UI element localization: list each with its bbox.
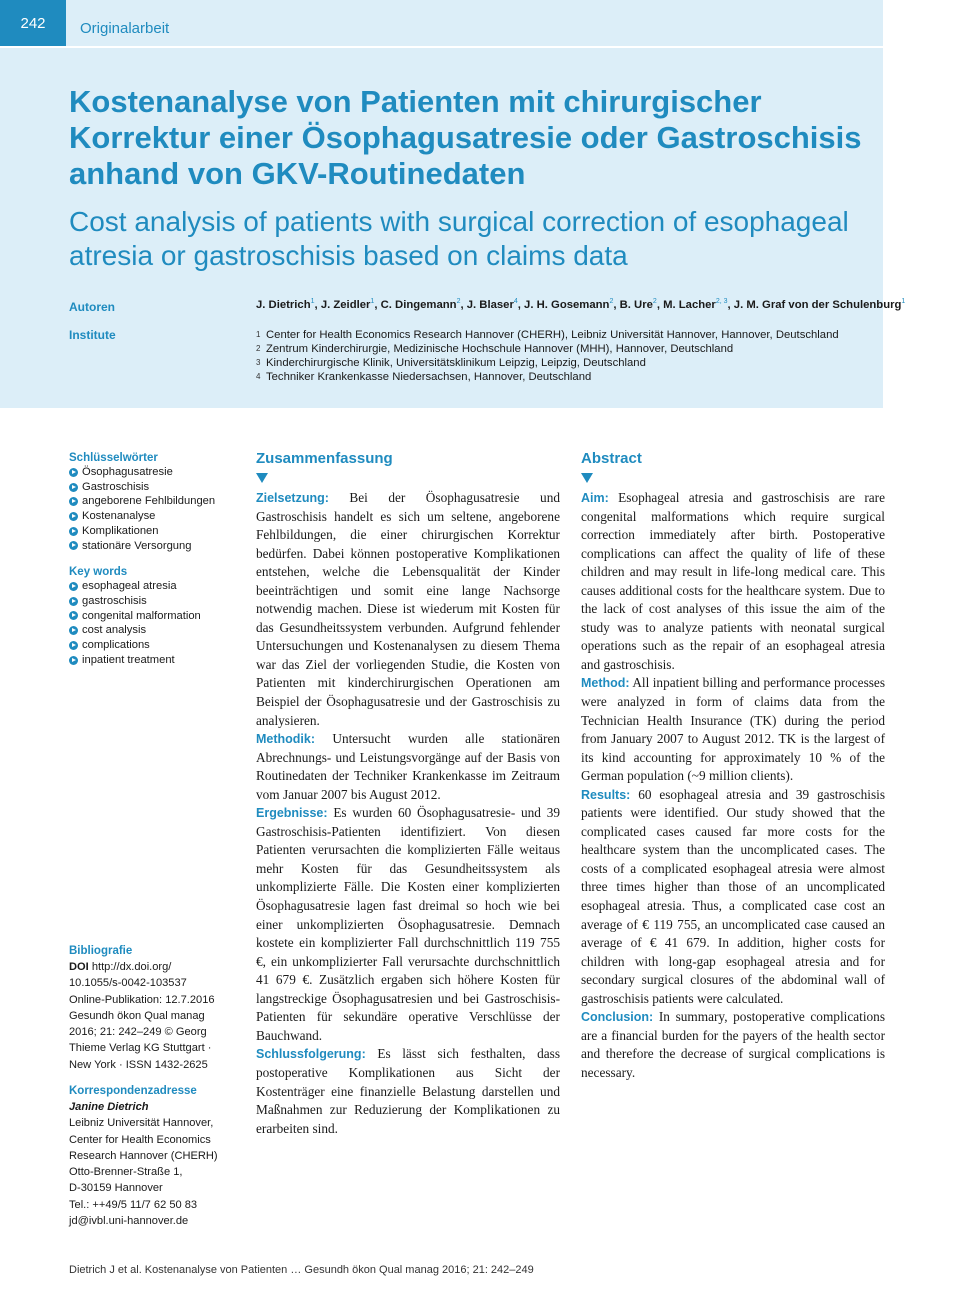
author-name: J. M. Graf von der Schulenburg [733, 298, 902, 311]
keyword-text: cost analysis [82, 624, 147, 637]
zusammenfassung-body [256, 489, 560, 1138]
abstract-paragraph [256, 1045, 560, 1138]
paragraph-label: Zielsetzung: [256, 491, 329, 505]
correspondence-line: Tel.: ++49/5 11/7 62 50 83 [69, 1198, 198, 1211]
author-affiliation: 2 [652, 298, 657, 305]
correspondence-name: Janine Dietrich [69, 1101, 149, 1113]
author-affiliation: 1 [310, 298, 315, 305]
correspondence-line: D-30159 Hannover [69, 1182, 163, 1195]
author-name: M. Lacher [663, 298, 716, 311]
page-footer: Dietrich J et al. Kostenanalyse von Patienten … Gesundh ökon Qual manag 2016; 21: 242–249 [69, 1264, 534, 1276]
abstract-heading: Abstract [581, 450, 642, 467]
doi-line-text: http://dx.doi.org/ [91, 961, 172, 973]
bibliography-line: Online-Publikation: 12.7.2016 [69, 993, 215, 1006]
correspondence-line: Leibniz Universität Hannover, [69, 1117, 214, 1130]
institutes-label: Institute [69, 328, 116, 342]
triangle-down-icon [581, 473, 593, 483]
keyword-text: inpatient treatment [82, 653, 175, 666]
keyword-text: angeborene Fehlbildungen [82, 495, 216, 508]
abstract-body [581, 489, 885, 1083]
paragraph-text: Esophageal atresia and gastroschisis are rare congenital malformations which require surgical correction immediately after birth. Postoperative complications can affect the quality of life of these children and may result in life-long medical care. This causes additional costs for the healthcare system. Due to the lack of cost analyses of this issue the aim of the study was to analyze patients with neonatal surgical operations such as the repair of an esophageal atresia and gastroschisis. [581, 490, 886, 672]
arrow-right-circle-icon [69, 582, 78, 591]
author-affiliation: 1 [370, 298, 375, 305]
doi-label: DOI [69, 961, 89, 973]
arrow-right-circle-icon [69, 597, 78, 606]
author-name: C. Dingemann [380, 298, 457, 311]
paragraph-label: Conclusion: [581, 1010, 654, 1025]
abstract-paragraph [256, 489, 560, 730]
bibliography-line: 10.1055/s-0042-103537 [69, 977, 187, 990]
keyword-text: esophageal atresia [82, 580, 177, 593]
keyword-text: gastroschisis [82, 594, 147, 607]
paragraph-label: Results: [581, 787, 631, 802]
arrow-right-circle-icon [69, 512, 78, 521]
correspondence-line: jd@ivbl.uni-hannover.de [69, 1215, 189, 1228]
author-name: J. Zeidler [320, 298, 371, 311]
triangle-down-icon [256, 473, 268, 483]
author-name: J. Dietrich [256, 298, 311, 311]
keyword-text: Kostenanalyse [82, 510, 156, 523]
paragraph-text: Bei der Ösophagusatresie und Gastroschisis handelt es sich um seltene, angeborene Fehlbildungen, die einer chirurgischen Korrektur bedürfen. Dabei können postoperative Komplikationen entstehen, welche die Lebensqualität der Kinder beeinträchtigen und somit eine lange Nachsorge notwendig machen. Diese ist wiederum mit Kosten für das Gesundheitssystem verbunden. Aufgrund fehlender Untersuchungen und Kostenanalysen zu diesem Thema war das Ziel der vorliegenden Studie, die Kosten von Patienten mit kinderchirurgischen Operationen am Beispiel der Ösophagusatresie und der Gastroschisis zu analysieren. [256, 490, 561, 728]
keywords-de-heading: Schlüsselwörter [69, 452, 158, 464]
title-german: Kostenanalyse von Patienten mit chirurgischer Korrektur einer Ösophagusatresie oder Gastroschisis anhand von GKV-Routinedaten [69, 84, 862, 191]
paragraph-label: Method: [581, 676, 630, 691]
institute-item [256, 356, 876, 370]
paragraph-text: All inpatient billing and performance processes were analyzed in form of claims data from the Technician Health Insurance (TK) during the period from January 2007 to August 2012. TK is the largest of its kind accounting for approximately 10 % of the German population (~9 million clients). [581, 675, 886, 784]
paragraph-label: Methodik: [256, 732, 316, 747]
keyword-item [69, 623, 234, 638]
arrow-right-circle-icon [69, 656, 78, 665]
author-affiliation: 1 [901, 298, 906, 305]
zusammenfassung-heading: Zusammenfassung [256, 450, 393, 467]
arrow-right-circle-icon [69, 541, 78, 550]
section-label: Originalarbeit [80, 20, 170, 37]
correspondence-heading: Korrespondenzadresse [69, 1085, 197, 1097]
keyword-text: Ösophagusatresie [82, 466, 173, 478]
correspondence-line: Otto-Brenner-Straße 1, [69, 1166, 183, 1179]
paragraph-label: Ergebnisse: [256, 806, 328, 821]
keyword-item [69, 494, 234, 509]
institute-text: Zentrum Kinderchirurgie, Medizinische Hochschule Hannover (MHH), Hannover, Deutschland [266, 343, 734, 355]
doi-line [69, 959, 239, 975]
institute-item [256, 342, 876, 356]
abstract-paragraph [256, 730, 560, 804]
arrow-right-circle-icon [69, 497, 78, 506]
institute-text: Kinderchirurgische Klinik, Universitätsklinikum Leipzig, Leipzig, Deutschland [266, 357, 646, 369]
bibliography-line: New York · ISSN 1432-2625 [69, 1058, 208, 1071]
abstract-paragraph [581, 1008, 885, 1082]
arrow-right-circle-icon [69, 527, 78, 536]
institute-number: 4 [256, 372, 261, 381]
keyword-text: Gastroschisis [82, 480, 150, 493]
paragraph-text: In summary, postoperative complications are a financial burden for the payers of the health sector and therefore the decrease of surgical complications is necessary. [581, 1009, 885, 1080]
abstract-column [581, 449, 885, 1083]
keyword-text: Komplikationen [82, 524, 159, 537]
correspondence-line: Research Hannover (CHERH) [69, 1149, 218, 1162]
keyword-item [69, 509, 234, 524]
keyword-item [69, 594, 234, 609]
correspondence-lines [69, 1115, 239, 1229]
paragraph-text: Es wurden 60 Ösophagusatresie- und 39 Gastroschisis-Patienten identifiziert. Von diesen Patienten verursachten die komplizierten Fälle weitaus mehr Kosten für das Gesundheitssystem als unkomplizierte Fälle. Die Kosten einer komplizierten Ösophagusatresie lagen fast dreimal so hoch wie bei einer unkomplizierten Ösophagusatresie. Demnach kostete ein komplizierter Fall durchschnittlich 119 755 €, ein unkomplizierter Fall verursachte durchschnittlich 41 679 €. Zusätzlich ergaben sich höhere Kosten für langstreckige Ösophagusatresien und bei Gastroschisis-Patienten für sekundäre operative Verschlüsse der Bauchwand. [256, 805, 560, 1043]
author-name: B. Ure [619, 298, 653, 311]
keyword-item [69, 480, 234, 495]
author-affiliation: 4 [513, 298, 518, 305]
keyword-text: complications [82, 639, 150, 652]
abstract-paragraph [256, 804, 560, 1045]
author-affiliation: 2 [456, 298, 461, 305]
author-name: J. H. Gosemann [524, 298, 610, 311]
keyword-item [69, 638, 234, 653]
keyword-text: congenital malformation [82, 609, 201, 622]
institute-number: 2 [256, 344, 261, 353]
keyword-item [69, 524, 234, 539]
arrow-right-circle-icon [69, 626, 78, 635]
header-divider [0, 46, 883, 48]
correspondence-block [69, 1083, 239, 1229]
author-name: J. Blaser [466, 298, 514, 311]
author-list: J. Dietrich$^1$, J. Zeidler$^1$, C. Dingemann$^2$, J. Blaser$^4$, J. H. Gosemann$^2$, B. Ure$^2$, M. Lacher$^{2, 3}$, J. M. Graf von der Schulenburg$^1$ [256, 298, 906, 311]
keyword-item [69, 539, 234, 554]
paragraph-label: Aim: [581, 491, 609, 505]
page-number: 242 [0, 0, 66, 46]
institute-text: Center for Health Economics Research Hannover (CHERH), Leibniz Universität Hannover, Hannover, Deutschland [266, 329, 839, 341]
bibliography-line: Gesundh ökon Qual manag [69, 1009, 205, 1022]
author-affiliation: 2 [609, 298, 614, 305]
bibliography-line: 2016; 21: 242–249 © Georg [69, 1026, 207, 1039]
institute-item [256, 370, 876, 384]
paragraph-label: Schlussfolgerung: [256, 1047, 366, 1062]
paragraph-text: Es lässt sich festhalten, dass postoperative Komplikationen aus Sicht der Kostenträger eine finanzielle Belastung darstellen und Maßnahmen zur Reduzierung der Komplikationen zu erarbeiten sind. [256, 1046, 560, 1136]
paragraph-text: Untersucht wurden alle stationären Abrechnungs- und Leistungsvorgänge auf der Basis von Routinedaten der Techniker Krankenkasse im Zeitraum vom Januar 2007 bis August 2012. [256, 731, 560, 802]
arrow-right-circle-icon [69, 641, 78, 650]
correspondence-line: Center for Health Economics [69, 1133, 211, 1146]
author-affiliation: 2, 3 [715, 298, 728, 305]
keywords-sidebar [69, 451, 234, 679]
keywords-en-list [69, 579, 234, 667]
keywords-en-heading: Key words [69, 566, 128, 579]
keyword-item [69, 579, 234, 594]
institute-text: Techniker Krankenkasse Niedersachsen, Hannover, Deutschland [266, 371, 592, 383]
bibliography-line: Thieme Verlag KG Stuttgart · [69, 1042, 212, 1055]
zusammenfassung-column [256, 449, 560, 1138]
arrow-right-circle-icon [69, 468, 78, 477]
institute-number: 1 [256, 330, 261, 339]
keywords-de-list [69, 465, 234, 553]
paragraph-text: 60 esophageal atresia and 39 gastroschisis patients were identified. Our study showed that the complicated cases caused far more costs for the healthcare system than the uncomplicated cases. The costs of a complicated esophageal atresia were almost three times higher than those of an uncomplicated esophageal atresia. Thus, a complicated case cost an average of € 119 755, an uncomplicated case caused an average of € 41 679. In addition, higher costs for children with long-gap esophageal atresia and for secondary surgical closures of the abdominal wall of gastroschisis patients were calculated. [581, 786, 885, 1006]
bibliography-block [69, 943, 239, 1073]
abstract-paragraph [581, 786, 885, 1009]
keyword-text: stationäre Versorgung [82, 539, 192, 552]
bibliography-heading: Bibliografie [69, 945, 133, 957]
keyword-item [69, 465, 234, 480]
arrow-right-circle-icon [69, 483, 78, 492]
institute-item [256, 328, 876, 342]
abstract-paragraph [581, 674, 885, 785]
arrow-right-circle-icon [69, 611, 78, 620]
bibliography-lines [69, 975, 239, 1073]
title-english: Cost analysis of patients with surgical correction of esophageal atresia or gastroschisis based on claims data [69, 206, 849, 271]
keyword-item [69, 609, 234, 624]
institute-number: 3 [256, 358, 261, 367]
institute-list [256, 328, 876, 384]
abstract-paragraph [581, 489, 885, 674]
keyword-item [69, 653, 234, 668]
authors-label: Autoren [69, 300, 115, 314]
